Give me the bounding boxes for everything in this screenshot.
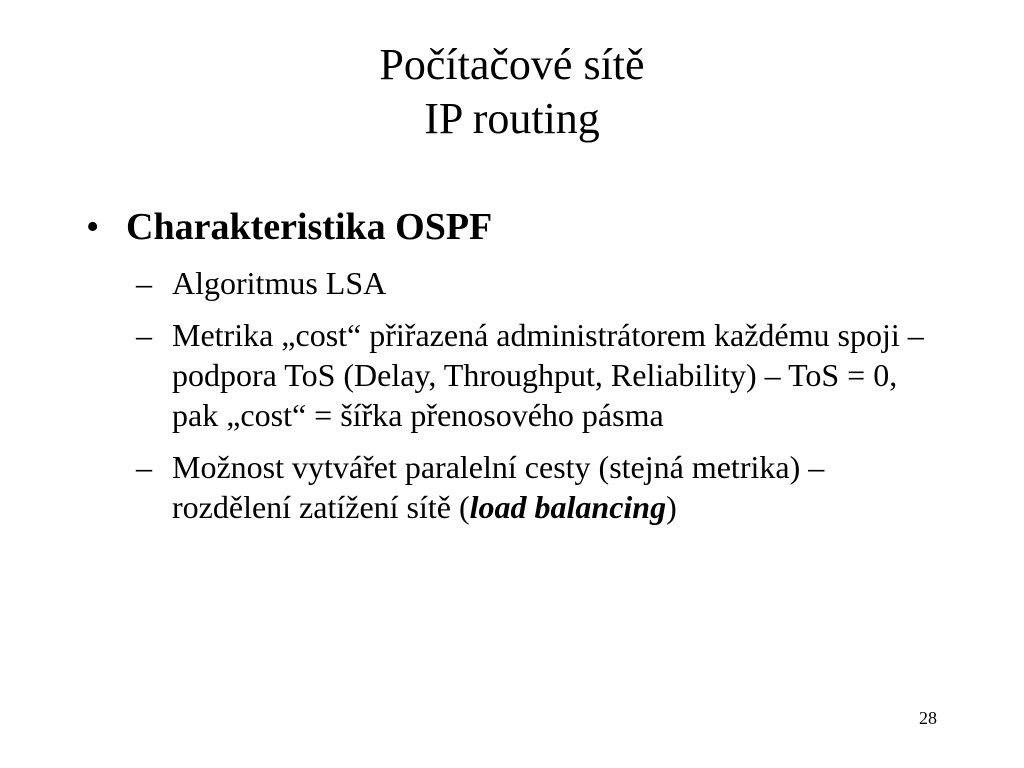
sub-bullet-text-after: ) xyxy=(666,489,677,525)
main-bullet-text: Charakteristika OSPF xyxy=(126,206,493,248)
slide-title xyxy=(0,38,1024,146)
title-line-2: IP routing xyxy=(424,94,600,143)
sub-bullet-text: Metrika „cost“ přiřazená administrátorem každému spoji – podpora ToS (Delay, Throughput, Reliability) – ToS = 0, pak „cost“ = šířka přenosového pásma xyxy=(172,317,924,433)
sub-bullet-text-before: Možnost vytvářet paralelní cesty (stejná metrika) – rozdělení zatížení sítě ( xyxy=(172,449,825,525)
page-number: 28 xyxy=(919,708,937,728)
bullet-marker: • xyxy=(86,206,100,248)
sub-bullet-text xyxy=(172,449,824,525)
sub-bullet-item xyxy=(136,263,946,303)
sub-bullet-text: Algoritmus LSA xyxy=(172,265,387,301)
title-line-1: Počítačové sítě xyxy=(379,40,645,89)
dash-marker: – xyxy=(136,317,152,353)
sub-bullet-list xyxy=(86,263,946,527)
slide-content xyxy=(86,203,946,539)
main-bullet xyxy=(86,203,946,251)
emphasis-text: load balancing xyxy=(469,489,667,525)
sub-bullet-item xyxy=(136,315,946,435)
sub-bullet-item xyxy=(136,447,946,527)
dash-marker: – xyxy=(136,265,152,301)
dash-marker: – xyxy=(136,449,152,485)
